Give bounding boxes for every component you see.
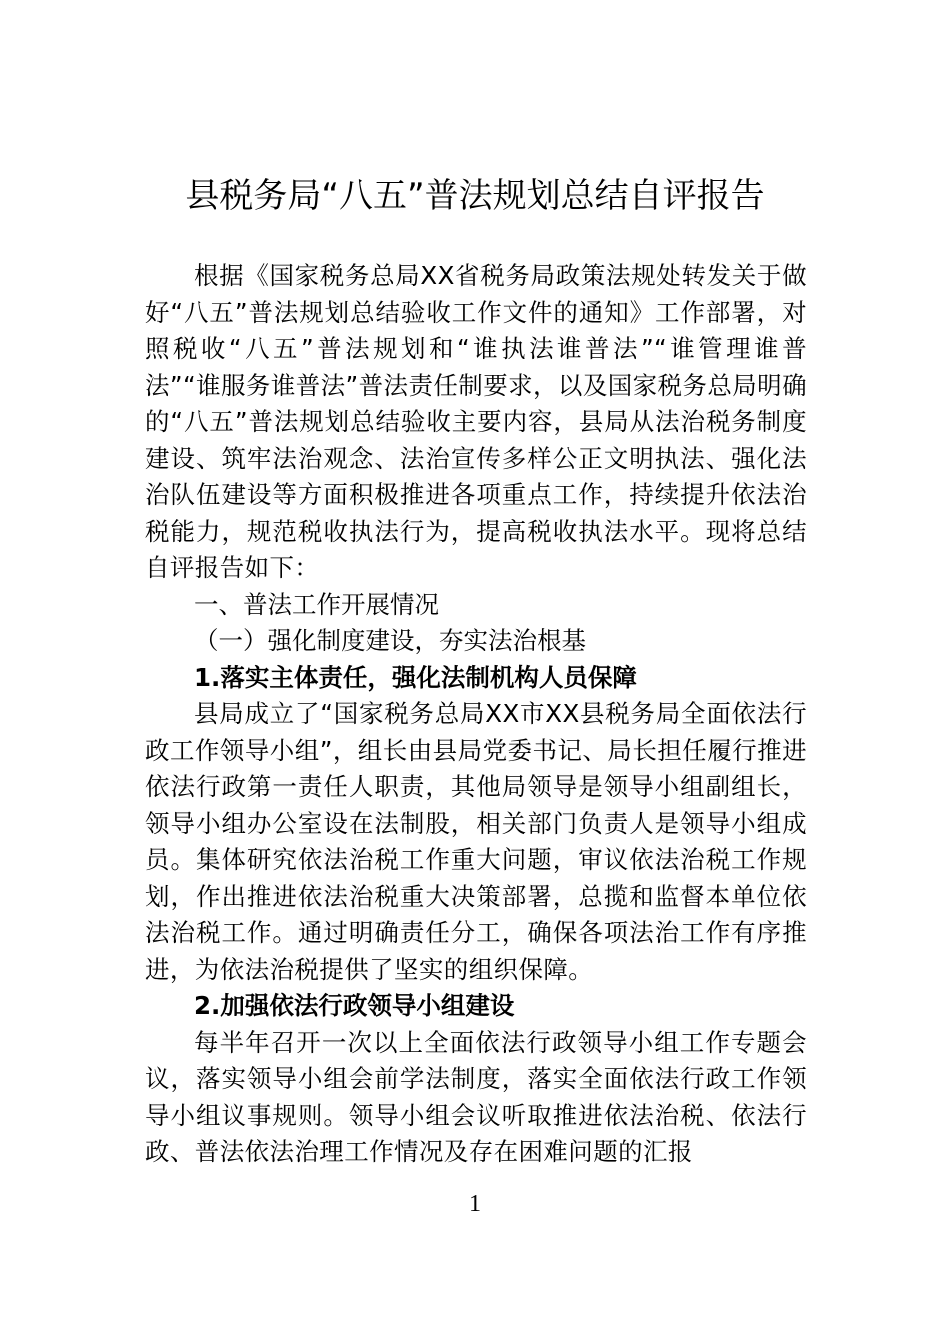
document-body <box>145 258 807 1171</box>
item-paragraph-2: 每半年召开一次以上全面依法行政领导小组工作专题会议，落实领导小组会前学法制度，落实全面依法行政工作领导小组议事规则。领导小组会议听取推进依法治税、依法行政、普法依法治理工作情况及存在困难问题的汇报 <box>145 1027 807 1166</box>
subsection-heading-1: （一）强化制度建设，夯实法治根基 <box>194 626 586 655</box>
document-title: 县税务局“八五”普法规划总结自评报告 <box>185 176 765 216</box>
item-heading-1: 1.落实主体责任，强化法制机构人员保障 <box>194 662 637 692</box>
section-heading-1: 一、普法工作开展情况 <box>194 589 439 619</box>
intro-paragraph: 根据《国家税务总局XX省税务局政策法规处转发关于做好“八五”普法规划总结验收工作文件的通知》工作部署，对照税收“八五”普法规划和“谁执法谁普法”“谁管理谁普法”“谁服务谁普法”普法责任制要求，以及国家税务总局明确的“八五”普法规划总结验收主要内容，县局从法治税务制度建设、筑牢法治观念、法治宣传多样公正文明执法、强化法治队伍建设等方面积极推进各项重点工作，持续提升依法治税能力，规范税收执法行为，提高税收执法水平。现将总结自评报告如下： <box>145 261 807 582</box>
item-paragraph-1: 县局成立了“国家税务总局XX市XX县税务局全面依法行政工作领导小组”，组长由县局党委书记、局长担任履行推进依法行政第一责任人职责，其他局领导是领导小组副组长，领导小组办公室设在法制股，相关部门负责人是领导小组成员。集体研究依法治税工作重大问题，审议依法治税工作规划，作出推进依法治税重大决策部署，总揽和监督本单位依法治税工作。通过明确责任分工，确保各项法治工作有序推进，为依法治税提供了坚实的组织保障。 <box>145 699 807 984</box>
page-number: 1 <box>469 1191 481 1217</box>
item-heading-2: 2.加强依法行政领导小组建设 <box>194 991 515 1020</box>
